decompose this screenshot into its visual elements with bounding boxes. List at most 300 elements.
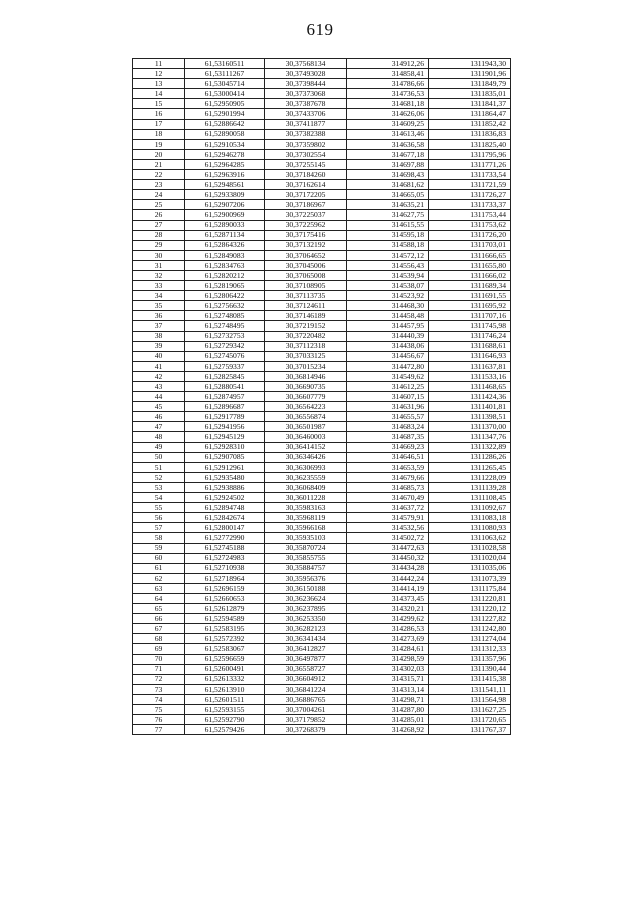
y-coordinate-cell: 1311390,44 [429, 664, 511, 674]
point-number-cell: 49 [133, 442, 185, 452]
table-row [133, 331, 511, 341]
y-coordinate-cell: 1311468,65 [429, 382, 511, 392]
latitude-cell: 61,52834763 [185, 260, 265, 270]
coordinates-table [132, 58, 511, 735]
y-coordinate-cell: 1311242,80 [429, 624, 511, 634]
longitude-cell: 30,37219152 [265, 321, 347, 331]
latitude-cell: 61,52572392 [185, 634, 265, 644]
point-number-cell: 13 [133, 79, 185, 89]
point-number-cell: 40 [133, 351, 185, 361]
table-row [133, 382, 511, 392]
longitude-cell: 30,37162614 [265, 180, 347, 190]
x-coordinate-cell: 314786,66 [347, 79, 429, 89]
latitude-cell: 61,52907085 [185, 452, 265, 462]
table-row [133, 715, 511, 725]
y-coordinate-cell: 1311835,01 [429, 89, 511, 99]
point-number-cell: 77 [133, 725, 185, 735]
longitude-cell: 30,37064652 [265, 250, 347, 260]
table-row [133, 210, 511, 220]
y-coordinate-cell: 1311720,65 [429, 715, 511, 725]
x-coordinate-cell: 314468,30 [347, 301, 429, 311]
latitude-cell: 61,52594589 [185, 614, 265, 624]
point-number-cell: 16 [133, 109, 185, 119]
x-coordinate-cell: 314434,28 [347, 563, 429, 573]
latitude-cell: 61,52945129 [185, 432, 265, 442]
point-number-cell: 67 [133, 624, 185, 634]
latitude-cell: 61,52579426 [185, 725, 265, 735]
longitude-cell: 30,37004261 [265, 705, 347, 715]
longitude-cell: 30,37124611 [265, 301, 347, 311]
longitude-cell: 30,37382388 [265, 129, 347, 139]
y-coordinate-cell: 1311703,01 [429, 240, 511, 250]
longitude-cell: 30,37568134 [265, 59, 347, 69]
latitude-cell: 61,52593155 [185, 705, 265, 715]
y-coordinate-cell: 1311721,59 [429, 180, 511, 190]
y-coordinate-cell: 1311286,26 [429, 452, 511, 462]
table-row [133, 593, 511, 603]
x-coordinate-cell: 314635,21 [347, 200, 429, 210]
table-row [133, 89, 511, 99]
y-coordinate-cell: 1311637,81 [429, 361, 511, 371]
x-coordinate-cell: 314677,18 [347, 149, 429, 159]
y-coordinate-cell: 1311627,25 [429, 705, 511, 715]
point-number-cell: 39 [133, 341, 185, 351]
longitude-cell: 30,36341434 [265, 634, 347, 644]
longitude-cell: 30,36236624 [265, 593, 347, 603]
longitude-cell: 30,37398444 [265, 79, 347, 89]
point-number-cell: 72 [133, 674, 185, 684]
table-row [133, 180, 511, 190]
x-coordinate-cell: 314626,06 [347, 109, 429, 119]
x-coordinate-cell: 314669,23 [347, 442, 429, 452]
x-coordinate-cell: 314523,92 [347, 291, 429, 301]
y-coordinate-cell: 1311943,30 [429, 59, 511, 69]
latitude-cell: 61,52612879 [185, 604, 265, 614]
x-coordinate-cell: 314299,62 [347, 614, 429, 624]
latitude-cell: 61,52941956 [185, 422, 265, 432]
y-coordinate-cell: 1311689,34 [429, 281, 511, 291]
y-coordinate-cell: 1311795,96 [429, 149, 511, 159]
y-coordinate-cell: 1311139,28 [429, 482, 511, 492]
latitude-cell: 61,52613332 [185, 674, 265, 684]
longitude-cell: 30,36690735 [265, 382, 347, 392]
table-row [133, 190, 511, 200]
longitude-cell: 30,36604912 [265, 674, 347, 684]
latitude-cell: 61,52820212 [185, 270, 265, 280]
point-number-cell: 44 [133, 392, 185, 402]
table-row [133, 472, 511, 482]
y-coordinate-cell: 1311357,96 [429, 654, 511, 664]
longitude-cell: 30,35966168 [265, 523, 347, 533]
point-number-cell: 65 [133, 604, 185, 614]
point-number-cell: 66 [133, 614, 185, 624]
longitude-cell: 30,37359802 [265, 139, 347, 149]
point-number-cell: 61 [133, 563, 185, 573]
point-number-cell: 60 [133, 553, 185, 563]
longitude-cell: 30,37113735 [265, 291, 347, 301]
latitude-cell: 61,52946278 [185, 149, 265, 159]
longitude-cell: 30,36501987 [265, 422, 347, 432]
x-coordinate-cell: 314414,19 [347, 583, 429, 593]
point-number-cell: 28 [133, 230, 185, 240]
x-coordinate-cell: 314637,72 [347, 503, 429, 513]
longitude-cell: 30,35884757 [265, 563, 347, 573]
latitude-cell: 61,52732753 [185, 331, 265, 341]
latitude-cell: 61,52800147 [185, 523, 265, 533]
table-row [133, 664, 511, 674]
table-row [133, 149, 511, 159]
longitude-cell: 30,37493028 [265, 69, 347, 79]
y-coordinate-cell: 1311220,81 [429, 593, 511, 603]
y-coordinate-cell: 1311401,81 [429, 402, 511, 412]
latitude-cell: 61,52912961 [185, 462, 265, 472]
table-row [133, 351, 511, 361]
table-row [133, 119, 511, 129]
x-coordinate-cell: 314539,94 [347, 270, 429, 280]
y-coordinate-cell: 1311646,93 [429, 351, 511, 361]
longitude-cell: 30,37112318 [265, 341, 347, 351]
table-row [133, 200, 511, 210]
latitude-cell: 61,52583195 [185, 624, 265, 634]
y-coordinate-cell: 1311541,11 [429, 684, 511, 694]
point-number-cell: 63 [133, 583, 185, 593]
y-coordinate-cell: 1311083,18 [429, 513, 511, 523]
latitude-cell: 61,52907206 [185, 200, 265, 210]
table-row [133, 684, 511, 694]
y-coordinate-cell: 1311901,96 [429, 69, 511, 79]
y-coordinate-cell: 1311688,61 [429, 341, 511, 351]
latitude-cell: 61,52729342 [185, 341, 265, 351]
y-coordinate-cell: 1311825,40 [429, 139, 511, 149]
table-row [133, 250, 511, 260]
y-coordinate-cell: 1311063,62 [429, 533, 511, 543]
table-row [133, 432, 511, 442]
y-coordinate-cell: 1311265,45 [429, 462, 511, 472]
latitude-cell: 61,52890058 [185, 129, 265, 139]
y-coordinate-cell: 1311745,98 [429, 321, 511, 331]
table-row [133, 392, 511, 402]
table-row [133, 553, 511, 563]
table-row [133, 301, 511, 311]
y-coordinate-cell: 1311398,51 [429, 412, 511, 422]
longitude-cell: 30,37146189 [265, 311, 347, 321]
latitude-cell: 61,52894748 [185, 503, 265, 513]
latitude-cell: 61,52928310 [185, 442, 265, 452]
point-number-cell: 45 [133, 402, 185, 412]
point-number-cell: 64 [133, 593, 185, 603]
point-number-cell: 24 [133, 190, 185, 200]
longitude-cell: 30,37033125 [265, 351, 347, 361]
table-row [133, 371, 511, 381]
point-number-cell: 47 [133, 422, 185, 432]
x-coordinate-cell: 314613,46 [347, 129, 429, 139]
latitude-cell: 61,52933809 [185, 190, 265, 200]
y-coordinate-cell: 1311092,67 [429, 503, 511, 513]
x-coordinate-cell: 314609,25 [347, 119, 429, 129]
longitude-cell: 30,35983163 [265, 503, 347, 513]
longitude-cell: 30,35935103 [265, 533, 347, 543]
y-coordinate-cell: 1311666,02 [429, 270, 511, 280]
x-coordinate-cell: 314438,06 [347, 341, 429, 351]
longitude-cell: 30,36306993 [265, 462, 347, 472]
y-coordinate-cell: 1311347,76 [429, 432, 511, 442]
x-coordinate-cell: 314653,59 [347, 462, 429, 472]
table-row [133, 725, 511, 735]
longitude-cell: 30,37179852 [265, 715, 347, 725]
x-coordinate-cell: 314302,03 [347, 664, 429, 674]
latitude-cell: 61,52948561 [185, 180, 265, 190]
x-coordinate-cell: 314679,66 [347, 472, 429, 482]
point-number-cell: 53 [133, 482, 185, 492]
latitude-cell: 61,52896687 [185, 402, 265, 412]
longitude-cell: 30,36841224 [265, 684, 347, 694]
point-number-cell: 70 [133, 654, 185, 664]
point-number-cell: 30 [133, 250, 185, 260]
table-row [133, 170, 511, 180]
table-row [133, 230, 511, 240]
x-coordinate-cell: 314670,49 [347, 493, 429, 503]
table-row [133, 604, 511, 614]
x-coordinate-cell: 314736,53 [347, 89, 429, 99]
latitude-cell: 61,52880541 [185, 382, 265, 392]
y-coordinate-cell: 1311073,39 [429, 573, 511, 583]
y-coordinate-cell: 1311753,62 [429, 220, 511, 230]
y-coordinate-cell: 1311080,93 [429, 523, 511, 533]
latitude-cell: 61,52748495 [185, 321, 265, 331]
point-number-cell: 57 [133, 523, 185, 533]
point-number-cell: 18 [133, 129, 185, 139]
x-coordinate-cell: 314373,45 [347, 593, 429, 603]
point-number-cell: 48 [133, 432, 185, 442]
table-row [133, 361, 511, 371]
latitude-cell: 61,52938886 [185, 482, 265, 492]
x-coordinate-cell: 314698,43 [347, 170, 429, 180]
y-coordinate-cell: 1311108,45 [429, 493, 511, 503]
x-coordinate-cell: 314457,95 [347, 321, 429, 331]
point-number-cell: 55 [133, 503, 185, 513]
table-row [133, 240, 511, 250]
point-number-cell: 43 [133, 382, 185, 392]
x-coordinate-cell: 314284,61 [347, 644, 429, 654]
latitude-cell: 61,52924502 [185, 493, 265, 503]
latitude-cell: 61,52890033 [185, 220, 265, 230]
table-row [133, 462, 511, 472]
x-coordinate-cell: 314320,21 [347, 604, 429, 614]
latitude-cell: 61,52772990 [185, 533, 265, 543]
table-row [133, 563, 511, 573]
table-row [133, 311, 511, 321]
longitude-cell: 30,35870724 [265, 543, 347, 553]
x-coordinate-cell: 314313,14 [347, 684, 429, 694]
latitude-cell: 61,53160511 [185, 59, 265, 69]
table-row [133, 129, 511, 139]
y-coordinate-cell: 1311841,37 [429, 99, 511, 109]
x-coordinate-cell: 314612,25 [347, 382, 429, 392]
latitude-cell: 61,52935480 [185, 472, 265, 482]
table-row [133, 624, 511, 634]
longitude-cell: 30,36460003 [265, 432, 347, 442]
x-coordinate-cell: 314472,63 [347, 543, 429, 553]
x-coordinate-cell: 314572,12 [347, 250, 429, 260]
table-row [133, 99, 511, 109]
point-number-cell: 35 [133, 301, 185, 311]
x-coordinate-cell: 314287,80 [347, 705, 429, 715]
table-row [133, 69, 511, 79]
latitude-cell: 61,52963916 [185, 170, 265, 180]
x-coordinate-cell: 314442,24 [347, 573, 429, 583]
y-coordinate-cell: 1311666,65 [429, 250, 511, 260]
latitude-cell: 61,52842674 [185, 513, 265, 523]
x-coordinate-cell: 314440,39 [347, 331, 429, 341]
point-number-cell: 33 [133, 281, 185, 291]
y-coordinate-cell: 1311028,58 [429, 543, 511, 553]
latitude-cell: 61,52756632 [185, 301, 265, 311]
table-row [133, 109, 511, 119]
point-number-cell: 20 [133, 149, 185, 159]
latitude-cell: 61,52613910 [185, 684, 265, 694]
point-number-cell: 31 [133, 260, 185, 270]
y-coordinate-cell: 1311733,54 [429, 170, 511, 180]
table-row [133, 402, 511, 412]
table-row [133, 634, 511, 644]
table-row [133, 422, 511, 432]
longitude-cell: 30,37108905 [265, 281, 347, 291]
longitude-cell: 30,37132192 [265, 240, 347, 250]
table-row [133, 79, 511, 89]
point-number-cell: 34 [133, 291, 185, 301]
x-coordinate-cell: 314450,32 [347, 553, 429, 563]
point-number-cell: 58 [133, 533, 185, 543]
table-row [133, 321, 511, 331]
longitude-cell: 30,36282123 [265, 624, 347, 634]
x-coordinate-cell: 314456,67 [347, 351, 429, 361]
x-coordinate-cell: 314627,75 [347, 210, 429, 220]
point-number-cell: 21 [133, 159, 185, 169]
table-row [133, 270, 511, 280]
longitude-cell: 30,37225037 [265, 210, 347, 220]
longitude-cell: 30,36607779 [265, 392, 347, 402]
table-row [133, 291, 511, 301]
y-coordinate-cell: 1311424,36 [429, 392, 511, 402]
point-number-cell: 17 [133, 119, 185, 129]
longitude-cell: 30,36237895 [265, 604, 347, 614]
x-coordinate-cell: 314607,15 [347, 392, 429, 402]
point-number-cell: 68 [133, 634, 185, 644]
x-coordinate-cell: 314646,51 [347, 452, 429, 462]
longitude-cell: 30,37255145 [265, 159, 347, 169]
y-coordinate-cell: 1311746,24 [429, 331, 511, 341]
x-coordinate-cell: 314681,62 [347, 180, 429, 190]
y-coordinate-cell: 1311370,00 [429, 422, 511, 432]
longitude-cell: 30,37302554 [265, 149, 347, 159]
longitude-cell: 30,36556874 [265, 412, 347, 422]
y-coordinate-cell: 1311175,84 [429, 583, 511, 593]
latitude-cell: 61,52592790 [185, 715, 265, 725]
x-coordinate-cell: 314655,57 [347, 412, 429, 422]
x-coordinate-cell: 314472,80 [347, 361, 429, 371]
latitude-cell: 61,52660653 [185, 593, 265, 603]
point-number-cell: 59 [133, 543, 185, 553]
longitude-cell: 30,36346426 [265, 452, 347, 462]
longitude-cell: 30,37172205 [265, 190, 347, 200]
longitude-cell: 30,37186967 [265, 200, 347, 210]
y-coordinate-cell: 1311533,16 [429, 371, 511, 381]
table-row [133, 523, 511, 533]
y-coordinate-cell: 1311691,55 [429, 291, 511, 301]
point-number-cell: 19 [133, 139, 185, 149]
table-row [133, 260, 511, 270]
point-number-cell: 12 [133, 69, 185, 79]
latitude-cell: 61,52748085 [185, 311, 265, 321]
y-coordinate-cell: 1311312,33 [429, 644, 511, 654]
x-coordinate-cell: 314912,26 [347, 59, 429, 69]
x-coordinate-cell: 314579,91 [347, 513, 429, 523]
longitude-cell: 30,37433706 [265, 109, 347, 119]
point-number-cell: 54 [133, 493, 185, 503]
y-coordinate-cell: 1311753,44 [429, 210, 511, 220]
x-coordinate-cell: 314538,07 [347, 281, 429, 291]
x-coordinate-cell: 314549,62 [347, 371, 429, 381]
point-number-cell: 26 [133, 210, 185, 220]
point-number-cell: 36 [133, 311, 185, 321]
point-number-cell: 62 [133, 573, 185, 583]
latitude-cell: 61,52917789 [185, 412, 265, 422]
point-number-cell: 69 [133, 644, 185, 654]
latitude-cell: 61,52901994 [185, 109, 265, 119]
latitude-cell: 61,53045714 [185, 79, 265, 89]
table-row [133, 220, 511, 230]
x-coordinate-cell: 314285,01 [347, 715, 429, 725]
point-number-cell: 75 [133, 705, 185, 715]
point-number-cell: 73 [133, 684, 185, 694]
table-row [133, 573, 511, 583]
point-number-cell: 22 [133, 170, 185, 180]
table-row [133, 705, 511, 715]
point-number-cell: 50 [133, 452, 185, 462]
x-coordinate-cell: 314588,18 [347, 240, 429, 250]
longitude-cell: 30,37015234 [265, 361, 347, 371]
longitude-cell: 30,36886765 [265, 694, 347, 704]
y-coordinate-cell: 1311733,37 [429, 200, 511, 210]
y-coordinate-cell: 1311035,06 [429, 563, 511, 573]
point-number-cell: 42 [133, 371, 185, 381]
table-row [133, 139, 511, 149]
latitude-cell: 61,52759337 [185, 361, 265, 371]
table-row [133, 452, 511, 462]
latitude-cell: 61,52964285 [185, 159, 265, 169]
longitude-cell: 30,36564223 [265, 402, 347, 412]
y-coordinate-cell: 1311707,16 [429, 311, 511, 321]
x-coordinate-cell: 314687,35 [347, 432, 429, 442]
longitude-cell: 30,37045006 [265, 260, 347, 270]
table-row [133, 482, 511, 492]
longitude-cell: 30,35968119 [265, 513, 347, 523]
longitude-cell: 30,36235559 [265, 472, 347, 482]
point-number-cell: 41 [133, 361, 185, 371]
point-number-cell: 15 [133, 99, 185, 109]
x-coordinate-cell: 314298,71 [347, 694, 429, 704]
point-number-cell: 11 [133, 59, 185, 69]
table-row [133, 694, 511, 704]
longitude-cell: 30,35855755 [265, 553, 347, 563]
x-coordinate-cell: 314273,69 [347, 634, 429, 644]
x-coordinate-cell: 314298,59 [347, 654, 429, 664]
point-number-cell: 76 [133, 715, 185, 725]
latitude-cell: 61,52724983 [185, 553, 265, 563]
y-coordinate-cell: 1311726,20 [429, 230, 511, 240]
point-number-cell: 25 [133, 200, 185, 210]
point-number-cell: 23 [133, 180, 185, 190]
